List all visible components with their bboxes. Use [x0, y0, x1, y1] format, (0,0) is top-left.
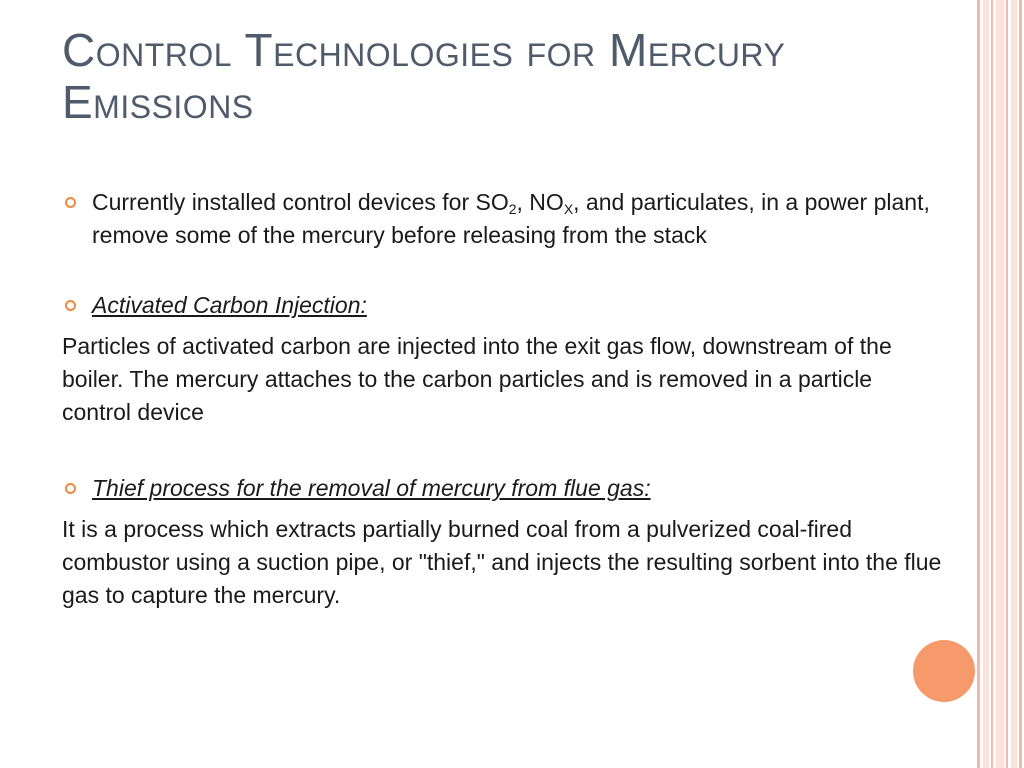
bullet-activated-carbon [62, 289, 942, 322]
stripe [977, 0, 980, 768]
bullet-heading: Thief process for the removal of mercury from flue gas: [92, 475, 651, 501]
bullet-ring-icon [65, 197, 76, 208]
bullet-thief-process [62, 472, 942, 505]
stripe [1019, 0, 1022, 768]
bullet-ring-icon [65, 483, 76, 494]
stripe [1006, 0, 1008, 768]
bullet-heading: Activated Carbon Injection: [92, 292, 367, 318]
paragraph-thief-process: It is a process which extracts partially burned coal from a pulverized coal-fired combustor using a suction pipe, or "thief," and injects the resulting sorbent into the flue gas to capture the mercury. [62, 516, 942, 608]
stripe [1011, 0, 1017, 768]
slide-content [62, 186, 942, 612]
bullet-text: Currently installed control devices for $SO_2$, $NO_X$, and particulates, in a power plant, remove some of the mercury before releasing from the stack [92, 189, 930, 248]
paragraph-activated-carbon: Particles of activated carbon are injected into the exit gas flow, downstream of the boiler. The mercury attaches to the carbon particles and is removed in a particle control device [62, 333, 892, 425]
bullet-ring-icon [65, 300, 76, 311]
bullet-control-devices [62, 186, 942, 252]
slide-title: Control Technologies for Mercury Emissions [62, 24, 786, 128]
stripe [983, 0, 989, 768]
accent-circle [913, 640, 975, 702]
stripe [991, 0, 993, 768]
stripe [996, 0, 1004, 768]
